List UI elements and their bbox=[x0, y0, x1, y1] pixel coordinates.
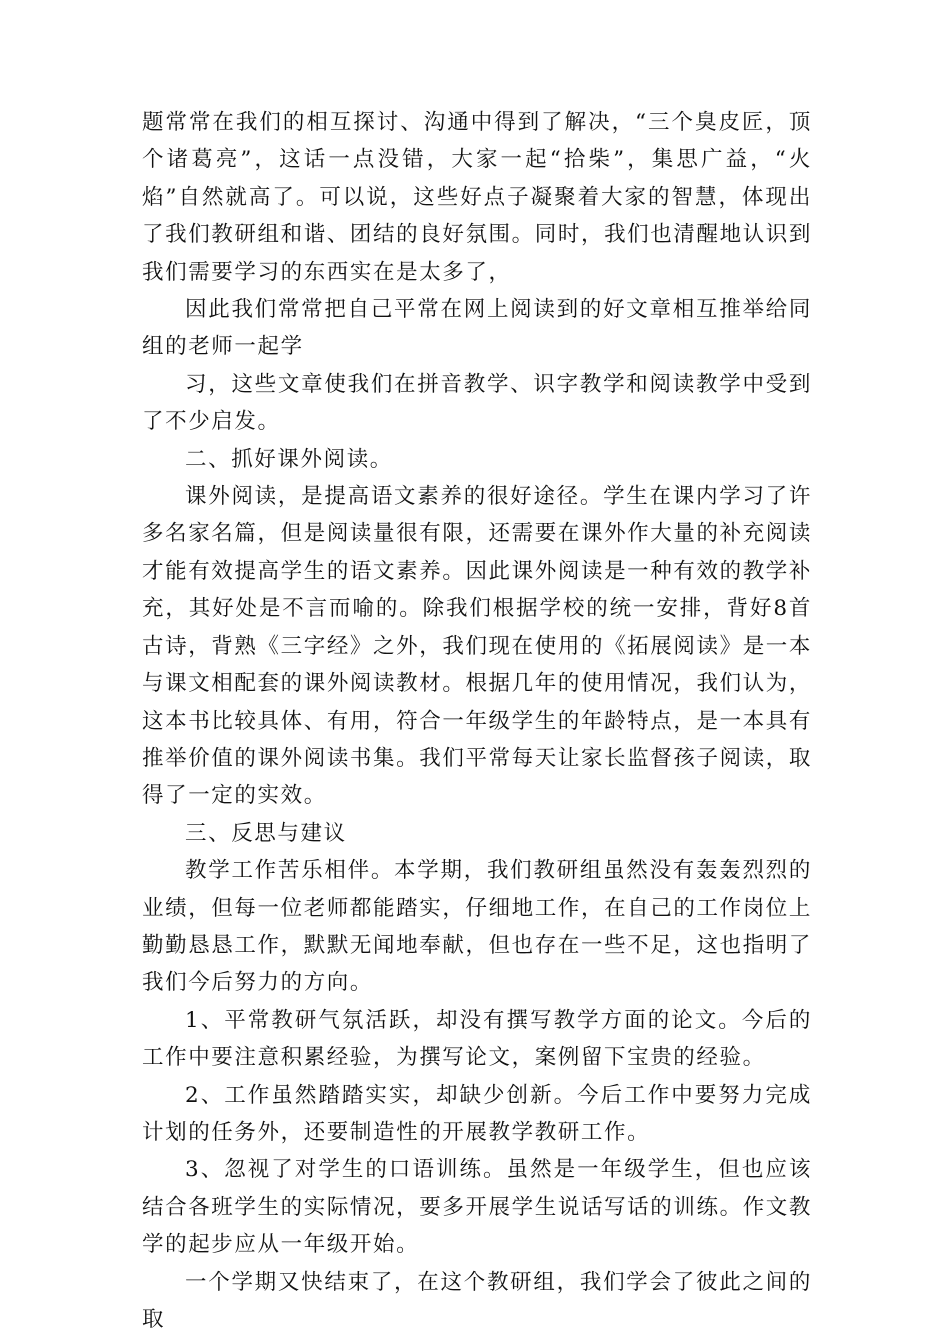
list-item-2: 2、工作虽然踏踏实实，却缺少创新。今后工作中要努力完成计划的任务外，还要制造性的开展教学教研工作。 bbox=[142, 1082, 812, 1145]
paragraph-continuation: 题常常在我们的相互探讨、沟通中得到了解决，“三个臭皮匠，顶个诸葛亮”，这话一点没错，大家一起“拾柴”，集思广益，“火焰”自然就高了。可以说，这些好点子凝聚着大家的智慧，体现出了我们教研组和谐、团结的良好氛围。同时，我们也清醒地认识到我们需要学习的东西实在是太多了， bbox=[142, 110, 812, 285]
paragraph-closing: 一个学期又快结束了，在这个教研组，我们学会了彼此之间的取 bbox=[142, 1269, 812, 1332]
paragraph-sharing-articles: 因此我们常常把自己平常在网上阅读到的好文章相互推举给同组的老师一起学 bbox=[142, 297, 812, 360]
paragraph-reflection-intro: 教学工作苦乐相伴。本学期，我们教研组虽然没有轰轰烈烈的业绩，但每一位老师都能踏实，仔细地工作，在自己的工作岗位上勤勤恳恳工作，默默无闻地奉献，但也存在一些不足，这也指明了我们今后努力的方向。 bbox=[142, 858, 812, 996]
document-body bbox=[142, 104, 812, 1338]
paragraph-extracurricular-reading: 课外阅读，是提高语文素养的很好途径。学生在课内学习了许多名家名篇，但是阅读量很有限，还需要在课外作大量的补充阅读才能有效提高学生的语文素养。因此课外阅读是一种有效的教学补充，其好处是不言而喻的。除我们根据学校的统一安排，背好8首古诗，背熟《三字经》之外，我们现在使用的《拓展阅读》是一本与课文相配套的课外阅读教材。根据几年的使用情况，我们认为，这本书比较具体、有用，符合一年级学生的年龄特点，是一本具有推举价值的课外阅读书集。我们平常每天让家长监督孩子阅读，取得了一定的实效。 bbox=[142, 484, 812, 809]
paragraph-articles-inspiration: 习，这些文章使我们在拼音教学、识字教学和阅读教学中受到了不少启发。 bbox=[142, 371, 812, 435]
section-heading-reflection: 三、反思与建议 bbox=[185, 820, 347, 846]
section-heading-extracurricular-reading: 二、抓好课外阅读。 bbox=[185, 446, 393, 472]
list-item-3: 3、忽视了对学生的口语训练。虽然是一年级学生，但也应该结合各班学生的实际情况，要多开展学生说话写话的训练。作文教学的起步应从一年级开始。 bbox=[142, 1157, 812, 1258]
list-item-1: 1、平常教研气氛活跃，却没有撰写教学方面的论文。今后的工作中要注意积累经验，为撰写论文，案例留下宝贵的经验。 bbox=[142, 1007, 812, 1071]
